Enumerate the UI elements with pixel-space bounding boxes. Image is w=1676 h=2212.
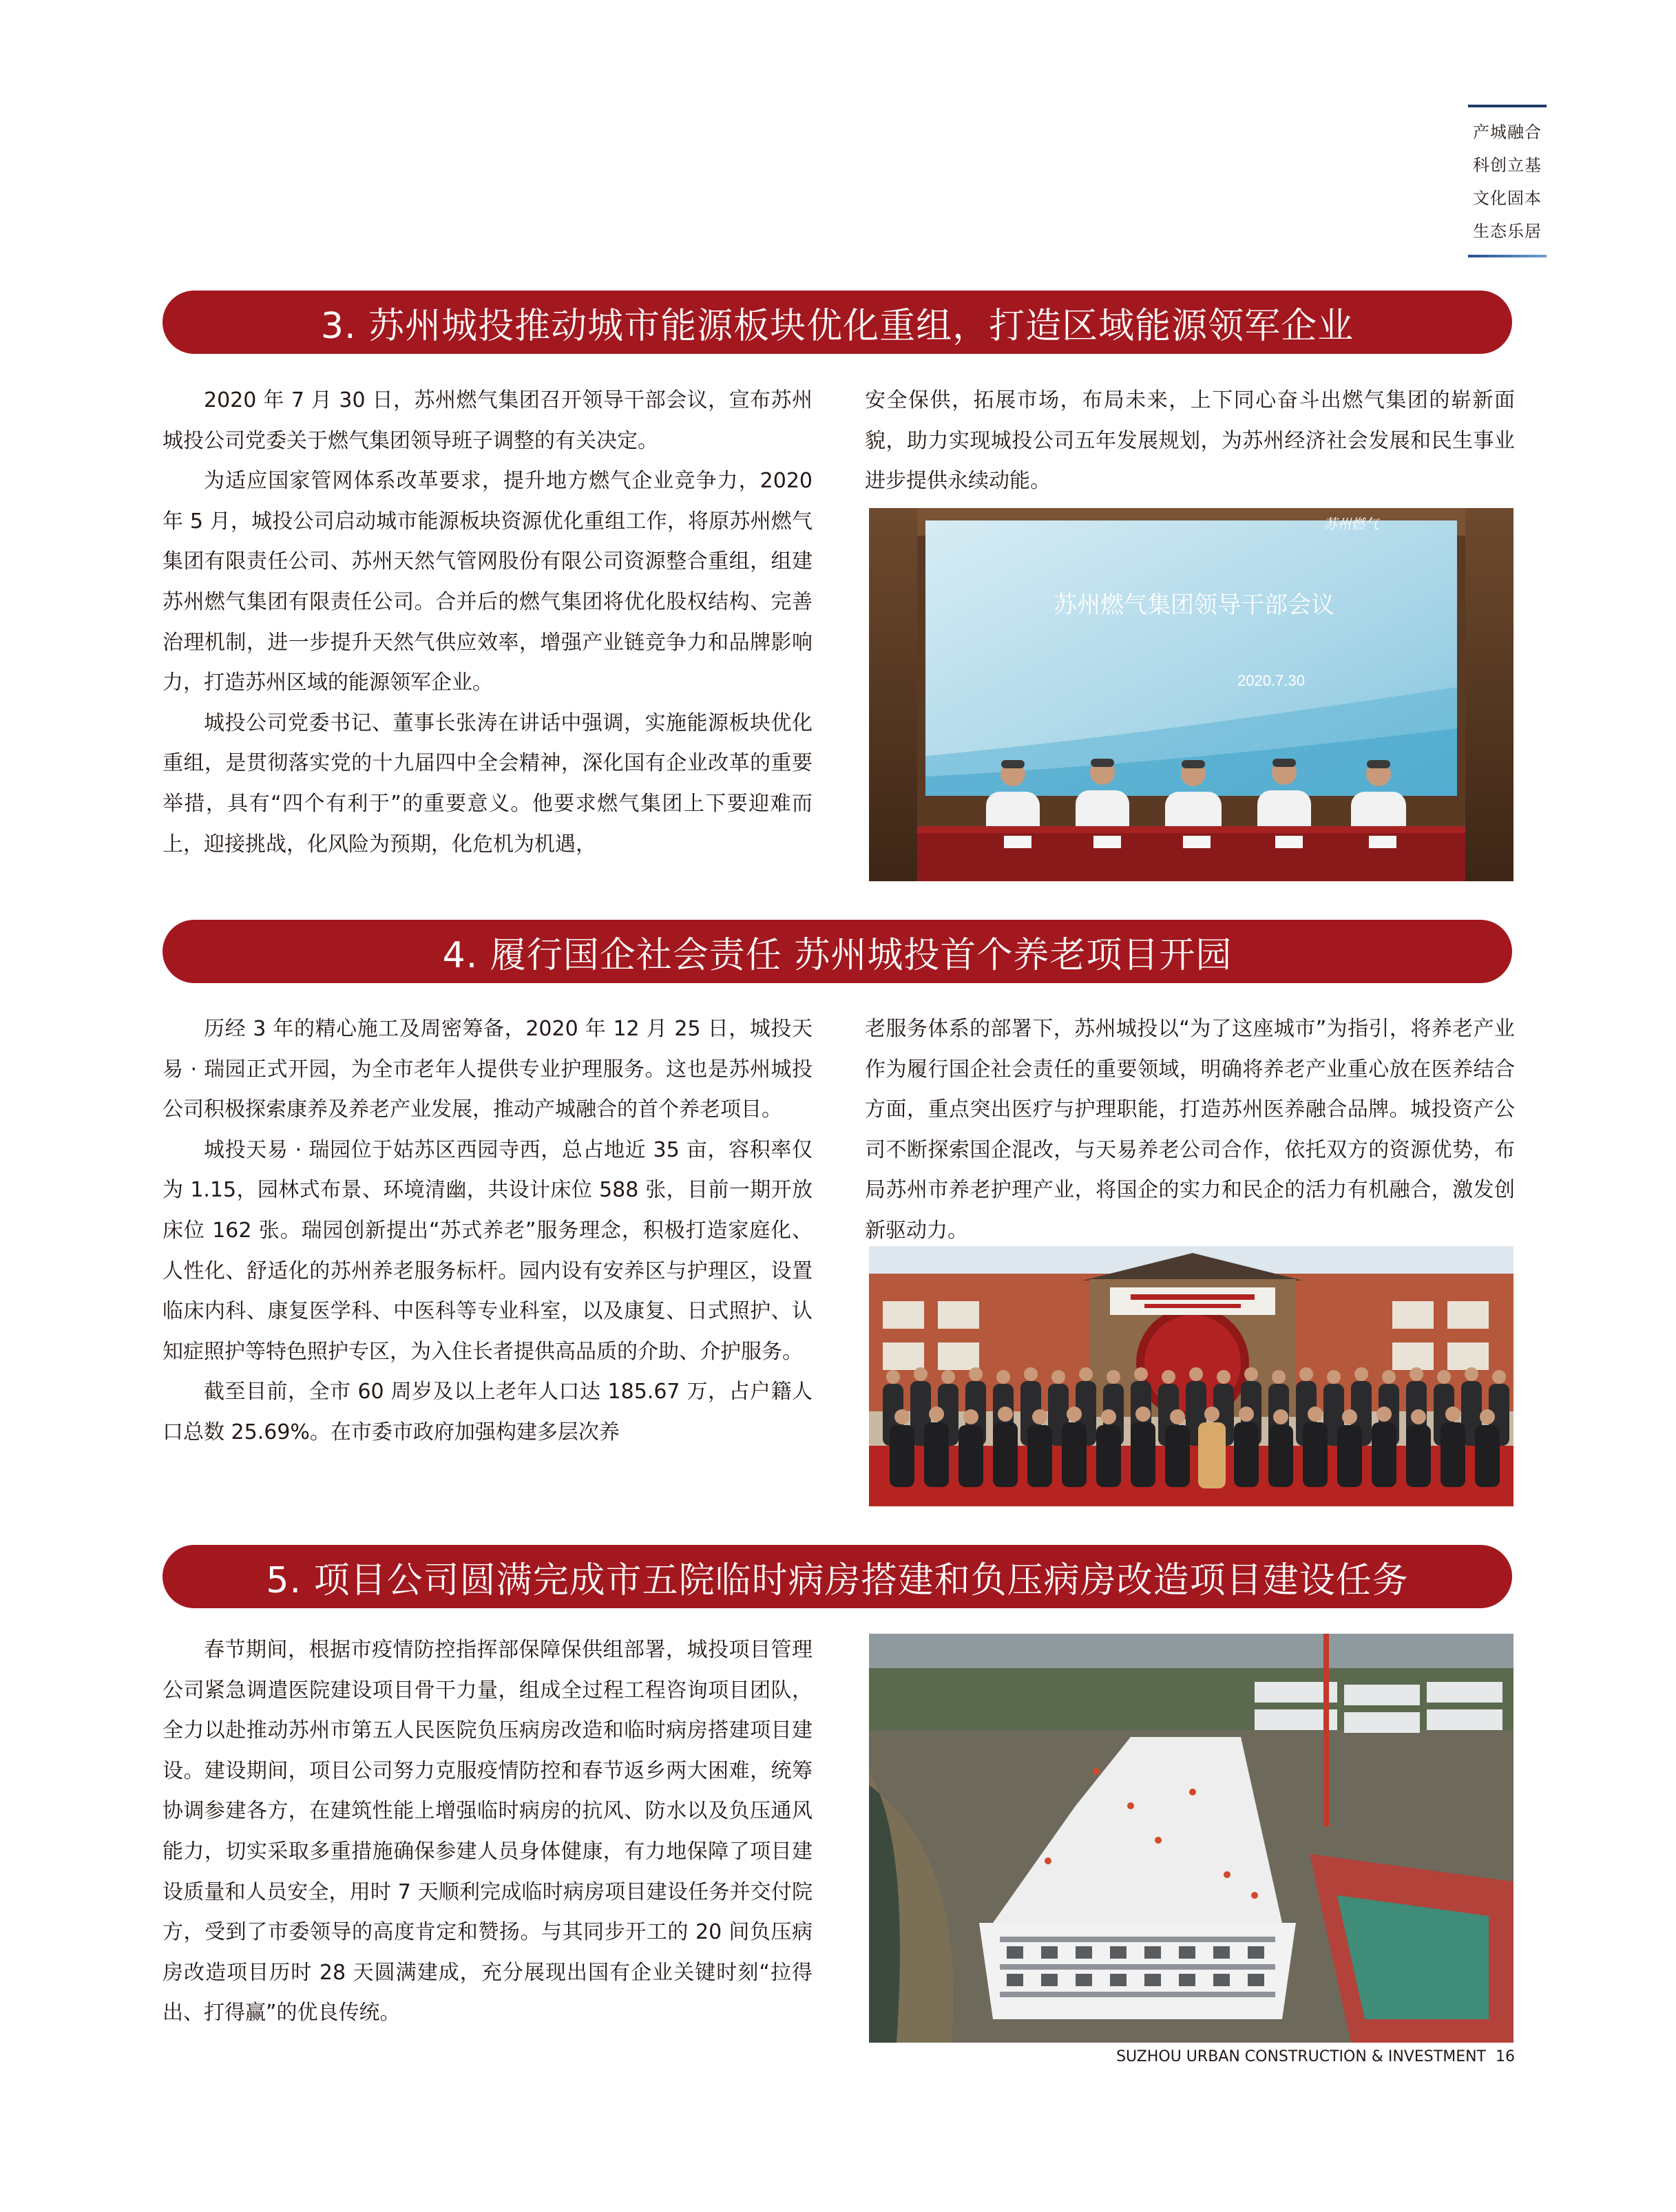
screen-date: 2020.7.30 [1237, 672, 1305, 689]
section-3-title: 3. 苏州城投推动城市能源板块优化重组，打造区域能源领军企业 [320, 305, 1354, 347]
section-4-banner [163, 920, 1512, 983]
page-number: 16 [1496, 2048, 1515, 2065]
nav-item-industry-city: 产城融合 [1473, 123, 1542, 142]
section-4-title: 4. 履行国企社会责任 苏州城投首个养老项目开园 [442, 934, 1233, 976]
paragraph: 安全保供，拓展市场，布局未来，上下同心奋斗出燃气集团的崭新面貌，助力实现城投公司五年发展规划，为苏州经济社会发展和民生事业进步提供永续动能。 [865, 388, 1515, 494]
nav-item-culture: 文化固本 [1473, 189, 1542, 208]
section-4-left-column [163, 1009, 813, 1453]
meeting-photo-image [869, 508, 1513, 881]
section-nav [1468, 105, 1547, 257]
paragraph: 老服务体系的部署下，苏州城投以“为了这座城市”为指引，将养老产业作为履行国企社会责任的重要领域，明确将养老产业重心放在医养结合方面，重点突出医疗与护理职能，打造苏州医养融合品牌。城投资产公司不断探索国企混改，与天易养老公司合作，依托双方的资源优势，布局苏州市养老护理产业，将国企的实力和民企的活力有机融合，激发创新驱动力。 [865, 1017, 1515, 1243]
opening-ceremony-image [869, 1246, 1513, 1506]
paragraph: 春节期间，根据市疫情防控指挥部保障保供组部署，城投项目管理公司紧急调遣医院建设项目骨干力量，组成全过程工程咨询项目团队，全力以赴推动苏州市第五人民医院负压病房改造和临时病房搭建项目建设。建设期间，项目公司努力克服疫情防控和春节返乡两大困难，统筹协调参建各方，在建筑性能上增强临时病房的抗风、防水以及负压通风能力，切实采取多重措施确保参建人员身体健康，有力地保障了项目建设质量和人员安全，用时 7 天顺利完成临时病房项目建设任务并交付院方，受到了市委领导的高度肯定和赞扬。与其同步开工的 20 间负压病房改造项目历时 28 天圆满建成，充分展现出国有企业关键时刻“拉得出、打得赢”的优良传统。 [163, 1638, 813, 2025]
nav-item-innovation: 科创立基 [1473, 156, 1542, 175]
page-footer [1116, 2048, 1515, 2065]
nav-rule-bottom [1468, 255, 1547, 257]
paragraph: 2020 年 7 月 30 日，苏州燃气集团召开领导干部会议，宣布苏州城投公司党委关于燃气集团领导班子调整的有关决定。 [163, 388, 813, 453]
paragraph: 城投公司党委书记、董事长张涛在讲话中强调，实施能源板块优化重组，是贯彻落实党的十九届四中全会精神，深化国有企业改革的重要举措，具有“四个有利于”的重要意义。他要求燃气集团上下要迎难而上，迎接挑战，化风险为预期，化危机为机遇， [163, 710, 813, 856]
opening-ceremony-photo [869, 1246, 1513, 1506]
paragraph: 城投天易 · 瑞园位于姑苏区西园寺西，总占地近 35 亩，容积率仅为 1.15，园林式布景、环境清幽，共设计床位 588 张，目前一期开放床位 162 张。瑞园创新提出“苏式养老”服务理念，积极打造家庭化、人性化、舒适化的苏州养老服务标杆。园内设有安养区与护理区，设置临床内科、康复医学科、中医科等专业科室，以及康复、日式照护、认知症照护等特色照护专区，为入住长者提供高品质的介助、介护服务。 [163, 1137, 813, 1364]
section-3-right-column [865, 381, 1515, 502]
nav-rule-top [1468, 105, 1547, 107]
section-3-banner [163, 291, 1512, 354]
publication-name: SUZHOU URBAN CONSTRUCTION & INVESTMENT [1116, 2048, 1486, 2065]
section-4-right-column [865, 1009, 1515, 1252]
paragraph: 历经 3 年的精心施工及周密筹备，2020 年 12 月 25 日，城投天易 · 瑞园正式开园，为全市老年人提供专业护理服务。这也是苏州城投公司积极探索康养及养老产业发展，推动产城融合的首个养老项目。 [163, 1017, 813, 1122]
paragraph: 为适应国家管网体系改革要求，提升地方燃气企业竞争力，2020 年 5 月，城投公司启动城市能源板块资源优化重组工作，将原苏州燃气集团有限责任公司、苏州天然气管网股份有限公司资源整合重组，组建苏州燃气集团有限责任公司。合并后的燃气集团将优化股权结构、完善治理机制，进一步提升天然气供应效率，增强产业链竞争力和品牌影响力，打造苏州区域的能源领军企业。 [163, 469, 813, 695]
temporary-ward-construction-photo [869, 1634, 1513, 2043]
screen-title: 苏州燃气集团领导干部会议 [1054, 591, 1334, 619]
section-5-left-column [163, 1630, 813, 2034]
nav-item-ecology: 生态乐居 [1473, 222, 1542, 241]
construction-site-image [869, 1634, 1513, 2043]
section-3-left-column [163, 381, 813, 865]
meeting-photo [869, 508, 1513, 881]
section-5-title: 5. 项目公司圆满完成市五院临时病房搭建和负压病房改造项目建设任务 [266, 1559, 1409, 1601]
section-5-banner [163, 1545, 1512, 1608]
paragraph: 截至目前，全市 60 周岁及以上老年人口达 185.67 万，占户籍人口总数 25.69%。在市委市政府加强构建多层次养 [163, 1380, 813, 1444]
screen-logo: 苏州燃气 [1323, 517, 1379, 532]
